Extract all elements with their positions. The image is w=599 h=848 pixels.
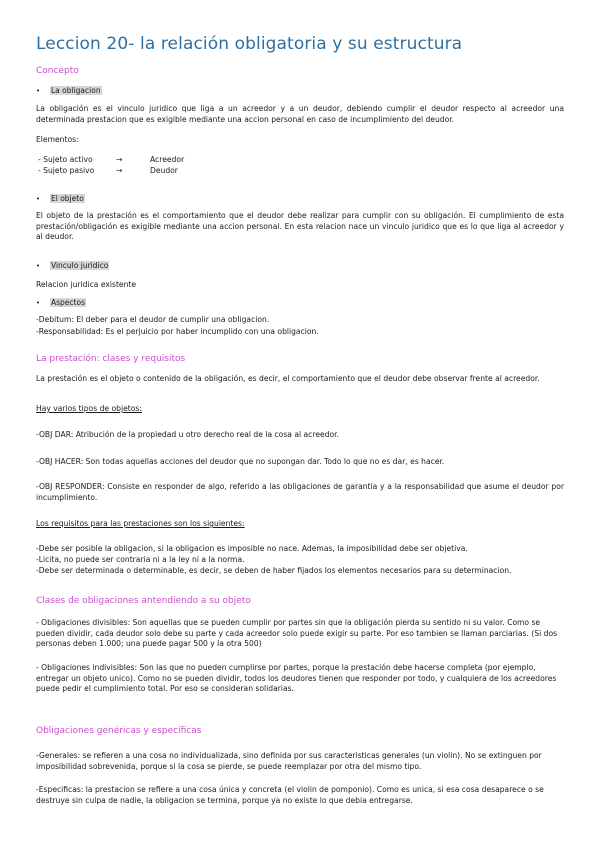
requisito-item: -Licita, no puede ser contraria ni a la ley ni a la norma. (36, 555, 245, 564)
bullet-label: Aspectos (51, 298, 85, 307)
bullet-symbol: • (36, 194, 41, 203)
elemento-row: - Sujeto activo → Acreedor (38, 155, 185, 164)
responsabilidad: -Responsabilidad: Es el perjuicio por haber incumplido con una obligacion. (36, 327, 319, 336)
arrow-right-icon: → (116, 155, 123, 164)
arrow-right-icon: → (116, 166, 123, 175)
obligaciones-especificas: -Especificas: la prestacion se refiere a una cosa única y concreta (el violin de pomponio). Como es unica, si esa cosa desaparece o se destruye sin culpa de nadie, la obligacion se termina, porque ya no existe lo que debia entregarse. (36, 785, 544, 805)
bullet-vinculo (36, 261, 109, 270)
bullet-symbol: • (36, 298, 41, 307)
prestacion-definicion: La prestación es el objeto o contenido de la obligación, es decir, el comportamiento que el deudor debe observar frente al acreedor. (36, 374, 540, 383)
bullet-symbol: • (36, 86, 41, 95)
section-genericas: Obligaciones genéricas y específicas (36, 726, 202, 736)
bullet-label: La obligacion (51, 86, 101, 95)
obj-responder: -OBJ RESPONDER: Consiste en responder de algo, referido a las obligaciones de garantia y a la responsabilidad que asume el deudor por incumplimiento. (36, 482, 564, 502)
obj-dar: -OBJ DAR: Atribución de la propiedad u otro derecho real de la cosa al acreedor. (36, 430, 339, 439)
bullet-aspectos (36, 298, 86, 307)
page-title: Leccion 20- la relación obligatoria y su estructura (36, 34, 463, 54)
requisito-item: -Debe ser determinada o determinable, es decir, se deben de haber fijados los elementos necesarios para su determinacion. (36, 566, 512, 575)
section-prestacion: La prestación: clases y requisitos (36, 354, 186, 364)
elementos-label: Elementos: (36, 135, 79, 144)
elementos-list (38, 155, 184, 177)
definicion-obligacion: La obligación es el vinculo juridico que liga a un acreedor y a un deudor, debiendo cumplir el deudor respecto al acreedor una determinada prestacion que es exigible mediante una accion personal en caso de incumplimiento del deudor. (36, 104, 564, 124)
requisitos-label: Los requisitos para las prestaciones son los siguientes: (36, 519, 245, 528)
debitum: -Debitum: El deber para el deudor de cumplir una obligacion. (36, 315, 270, 324)
bullet-label: Vinculo juridico (51, 261, 109, 270)
obligaciones-divisibles: - Obligaciones divisibles: Son aquellas que se pueden cumplir por partes sin que la obligación pierda su sentido ni su valor. Como se pueden dividir, cada deudor solo debe su parte y cada acreedor solo puede exigir su parte. Por eso tambien se llaman parciarias. (Si dos personas deben 1.000; una puede pagar 500 y la otra 500) (36, 618, 558, 649)
requisito-item: -Debe ser posible la obligacion, si la obligacion es imposible no nace. Ademas, la imposibilidad debe ser objetiva. (36, 544, 468, 553)
bullet-objeto (36, 194, 85, 203)
relacion-existente: Relacion juridica existente (36, 280, 137, 289)
objeto-texto: El objeto de la prestación es el comportamiento que el deudor debe realizar para cumplir con su obligación. El cumplimiento de esta prestación/obligación es exigible mediante una accion personal. En esta relacion nace un vinculo juridico que es lo que liga al acreedor y al deudor. (36, 211, 564, 242)
section-concepto: Concepto (36, 66, 79, 76)
obligaciones-generales: -Generales: se refieren a una cosa no individualizada, sino definida por sus caracteristicas generales (un violin). No se extinguen por imposibilidad sobrevenida, porque si la cosa se pierde, se puede reemplazar por otra del mismo tipo. (36, 751, 542, 771)
obligaciones-indivisibles: - Obligaciones indivisibles: Son las que no pueden cumplirse por partes, porque la prestación debe hacerse completa (por ejemplo, entregar un objeto unico). Como no se pueden dividir, todos los deudores tienen que responder por todo, y cualquiera de los acreedores puede pedir el cumplimiento total. Por eso se consideran solidarias. (36, 663, 557, 694)
bullet-label: El objeto (51, 194, 84, 203)
bullet-symbol: • (36, 261, 41, 270)
tipos-label: Hay varios tipos de objetos: (36, 404, 142, 413)
bullet-obligacion (36, 86, 102, 95)
section-clases: Clases de obligaciones antendiendo a su objeto (36, 596, 251, 606)
elemento-row: - Sujeto pasivo → Deudor (38, 166, 178, 175)
obj-hacer: -OBJ HACER: Son todas aquellas acciones del deudor que no supongan dar. Todo lo que no es dar, es hacer. (36, 457, 445, 466)
